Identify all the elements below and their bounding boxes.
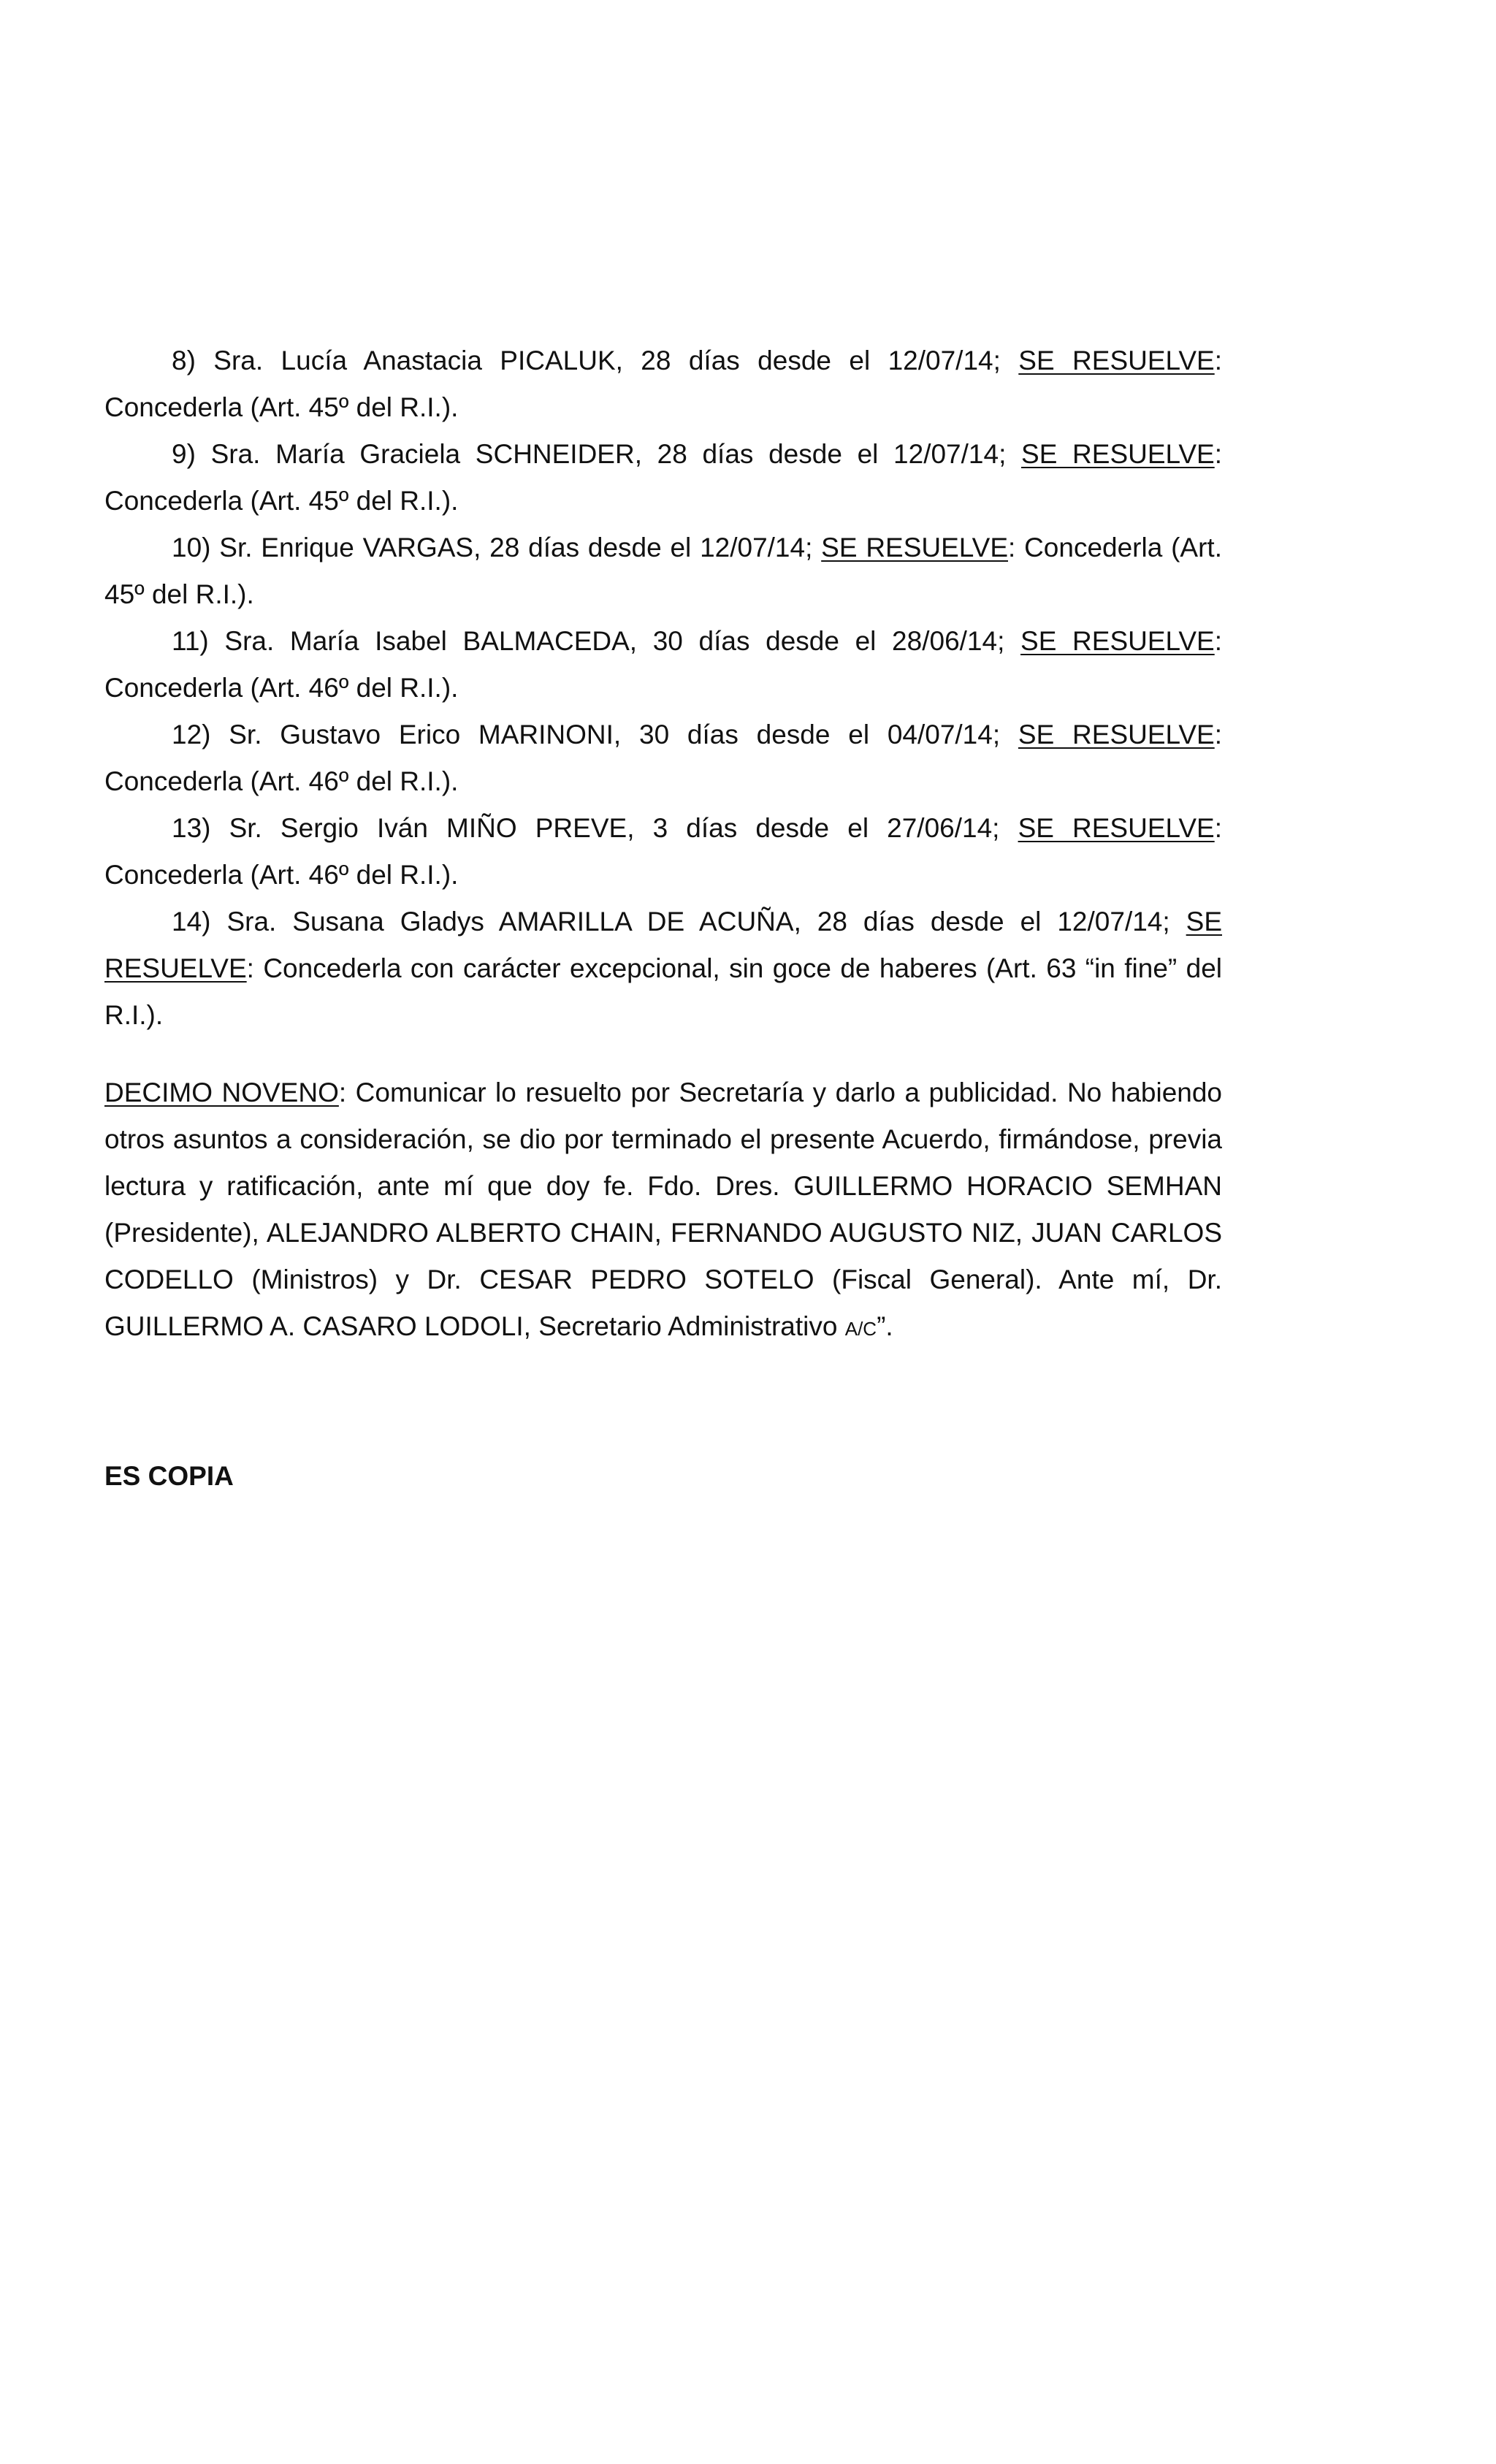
closing-paragraph xyxy=(104,1069,1222,1352)
item-tail: : Concederla (Art. 45º del R.I.). xyxy=(104,346,1222,422)
copy-label: ES COPIA xyxy=(104,1461,234,1491)
item-text: 10) Sr. Enrique VARGAS, 28 días desde el 12/07/14; xyxy=(172,533,822,562)
resolve-label: SE RESUELVE xyxy=(1021,439,1215,469)
item-tail: : Concederla (Art. 46º del R.I.). xyxy=(104,813,1222,890)
list-item xyxy=(104,618,1222,712)
list-item xyxy=(104,805,1222,899)
item-tail: : Concederla con carácter excepcional, sin goce de haberes (Art. 63 “in fine” del R.I.). xyxy=(104,953,1222,1030)
list-item xyxy=(104,899,1222,1039)
list-item xyxy=(104,431,1222,525)
resolve-label: SE RESUELVE xyxy=(104,907,1222,983)
closing-end: ”. xyxy=(877,1311,893,1341)
item-text: 14) Sra. Susana Gladys AMARILLA DE ACUÑA, 28 días desde el 12/07/14; xyxy=(172,907,1186,937)
section-heading: DECIMO NOVENO xyxy=(104,1077,339,1107)
resolve-label: SE RESUELVE xyxy=(1018,720,1215,750)
document-body xyxy=(104,337,1222,1500)
resolve-label: SE RESUELVE xyxy=(1020,626,1215,656)
item-tail: : Concederla (Art. 45º del R.I.). xyxy=(104,439,1222,516)
item-tail: : Concederla (Art. 45º del R.I.). xyxy=(104,533,1222,609)
list-item xyxy=(104,337,1222,431)
item-text: 9) Sra. María Graciela SCHNEIDER, 28 días desde el 12/07/14; xyxy=(172,439,1022,469)
resolve-label: SE RESUELVE xyxy=(821,533,1008,562)
item-text: 8) Sra. Lucía Anastacia PICALUK, 28 días desde el 12/07/14; xyxy=(172,346,1019,375)
resolve-label: SE RESUELVE xyxy=(1018,346,1215,375)
resolve-label: SE RESUELVE xyxy=(1018,813,1215,843)
closing-body: : Comunicar lo resuelto por Secretaría y darlo a publicidad. No habiendo otros asuntos a consideración, se dio por terminado el presente Acuerdo, firmándose, previa lectura y ratificación, ante mí que doy fe. Fdo. Dres. GUILLERMO HORACIO SEMHAN (Presidente), ALEJANDRO ALBERTO CHAIN, FERNANDO AUGUSTO NIZ, JUAN CARLOS CODELLO (Ministros) y Dr. CESAR PEDRO SOTELO (Fiscal General). Ante mí, Dr. GUILLERMO A. CASARO LODOLI, Secretario Administrativo xyxy=(104,1077,1223,1341)
acting-suffix: A/C xyxy=(844,1318,877,1340)
item-text: 11) Sra. María Isabel BALMACEDA, 30 días desde el 28/06/14; xyxy=(172,626,1021,656)
item-text: 12) Sr. Gustavo Erico MARINONI, 30 días desde el 04/07/14; xyxy=(172,720,1018,750)
item-text: 13) Sr. Sergio Iván MIÑO PREVE, 3 días desde el 27/06/14; xyxy=(172,813,1018,843)
item-tail: : Concederla (Art. 46º del R.I.). xyxy=(104,626,1222,703)
item-tail: : Concederla (Art. 46º del R.I.). xyxy=(104,720,1222,796)
list-item xyxy=(104,712,1222,805)
list-item xyxy=(104,525,1222,618)
